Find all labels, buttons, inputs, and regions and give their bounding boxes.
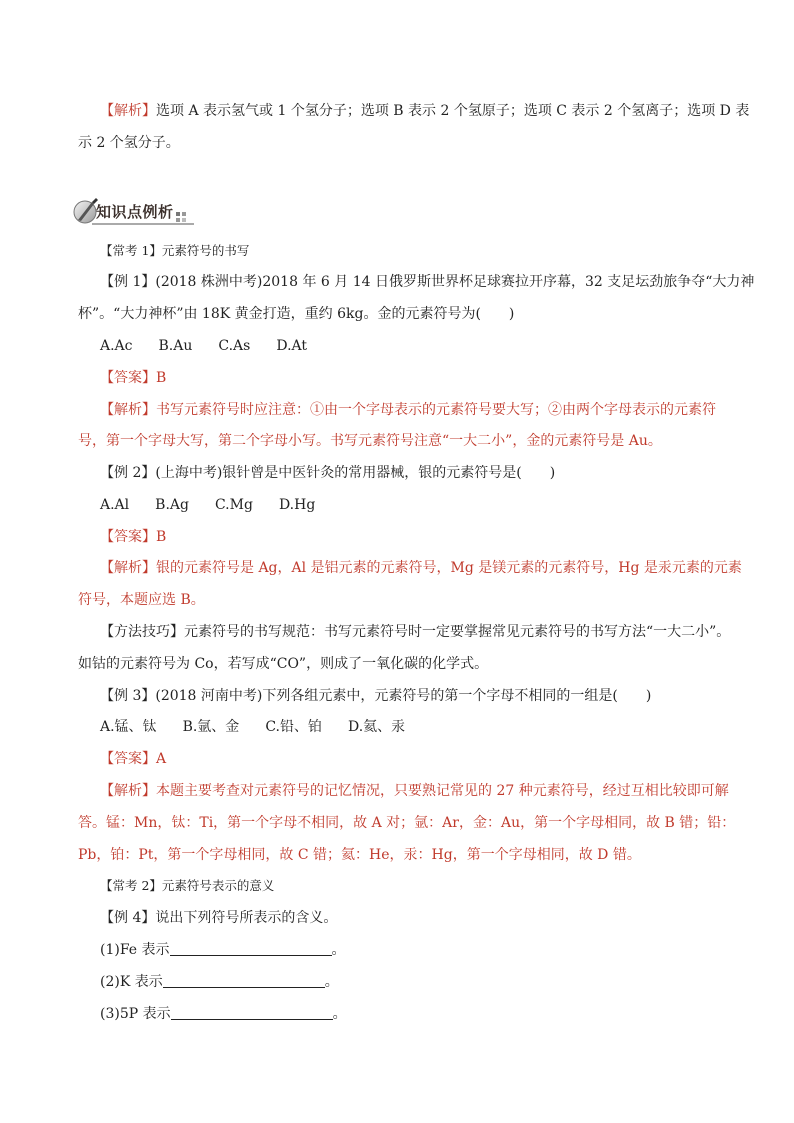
option-b: B.Au [158,338,193,354]
example2-analysis-line1: 【解析】银的元素符号是 Ag，Al 是铝元素的元素符号，Mg 是镁元素的元素符号，Hg 是汞元素的元素 [100,560,742,576]
option-d: D.Hg [278,497,316,513]
option-d: D.At [276,338,308,354]
intro-analysis-line1: 【解析】选项 A 表示氢气或 1 个氢分子；选项 B 表示 2 个氢原子；选项 C 表示 2 个氢离子；选项 D 表 [100,103,750,119]
example3-options [100,717,431,737]
answer-blank[interactable] [171,1005,333,1020]
example4-item1: (1)Fe 表示 。 [100,942,346,958]
example2-line1: 【例 2】(上海中考)银针曾是中医针灸的常用器械，银的元素符号是( ) [100,465,556,481]
option-c: C.As [218,338,251,354]
option-a: A.Ac [100,338,133,354]
example4-item3: (3)5P 表示 。 [100,1006,347,1022]
example1-line1: 【例 1】(2018 株洲中考)2018 年 6 月 14 日俄罗斯世界杯足球赛拉开序幕，32 支足坛劲旅争夺“大力神 [100,274,755,290]
topic2-label: 【常考 2】元素符号表示的意义 [100,878,275,893]
method-tip-line2: 如钴的元素符号为 Co，若写成“CO”，则成了一氧化碳的化学式。 [78,656,489,672]
example2-analysis-line2: 符号，本题应选 B。 [78,592,205,608]
example3-analysis-line3: Pb，铂：Pt，第一个字母相同，故 C 错；氦：He，汞：Hg，第一个字母相同，故 D 错。 [78,847,641,863]
option-c: C.Mg [214,497,253,513]
intro-analysis-line2: 示 2 个氢分子。 [78,135,180,151]
option-c: C.铅、铂 [265,719,322,735]
example3-analysis-line2: 答。锰：Mn，钛：Ti，第一个字母不相同，故 A 对；氩：Ar，金：Au，第一个字母相同，故 B 错；铅： [78,815,736,831]
example3-answer: 【答案】A [100,751,167,767]
example1-line2: 杯”。“大力神杯”由 18K 黄金打造，重约 6kg。金的元素符号为( ) [78,306,515,322]
example1-analysis-line1: 【解析】书写元素符号时应注意：①由一个字母表示的元素符号要大写；②由两个字母表示的元素符 [100,402,716,418]
option-d: D.氦、汞 [347,719,406,735]
option-a: A.Al [100,497,130,513]
answer-blank[interactable] [163,973,325,988]
example3-analysis-line1: 【解析】本题主要考查对元素符号的记忆情况，只要熟记常见的 27 种元素符号，经过互相比较即可解 [100,783,729,799]
example2-options [100,495,341,515]
answer-blank[interactable] [170,941,332,956]
example1-options [100,336,333,356]
analysis-tag: 【解析】 [100,103,156,119]
option-a: A.锰、钛 [100,719,157,735]
example1-analysis-line2: 号，第一个字母大写，第二个字母小写。书写元素符号注意“一大二小”，金的元素符号是 Au。 [78,433,662,449]
section-title: 知识点例析 [96,203,174,221]
example1-answer: 【答案】B [100,370,167,386]
example3-line1: 【例 3】(2018 河南中考)下列各组元素中，元素符号的第一个字母不相同的一组是( ) [100,688,652,704]
option-b: B.Ag [155,497,189,513]
example4-line1: 【例 4】说出下列符号所表示的含义。 [100,910,338,926]
method-tip-line1: 【方法技巧】元素符号的书写规范：书写元素符号时一定要掌握常见元素符号的书写方法“一大二小”。 [100,624,731,640]
example2-answer: 【答案】B [100,529,167,545]
option-b: B.氩、金 [182,719,240,735]
example4-item2: (2)K 表示 。 [100,974,339,990]
topic1-label: 【常考 1】元素符号的书写 [100,243,250,258]
